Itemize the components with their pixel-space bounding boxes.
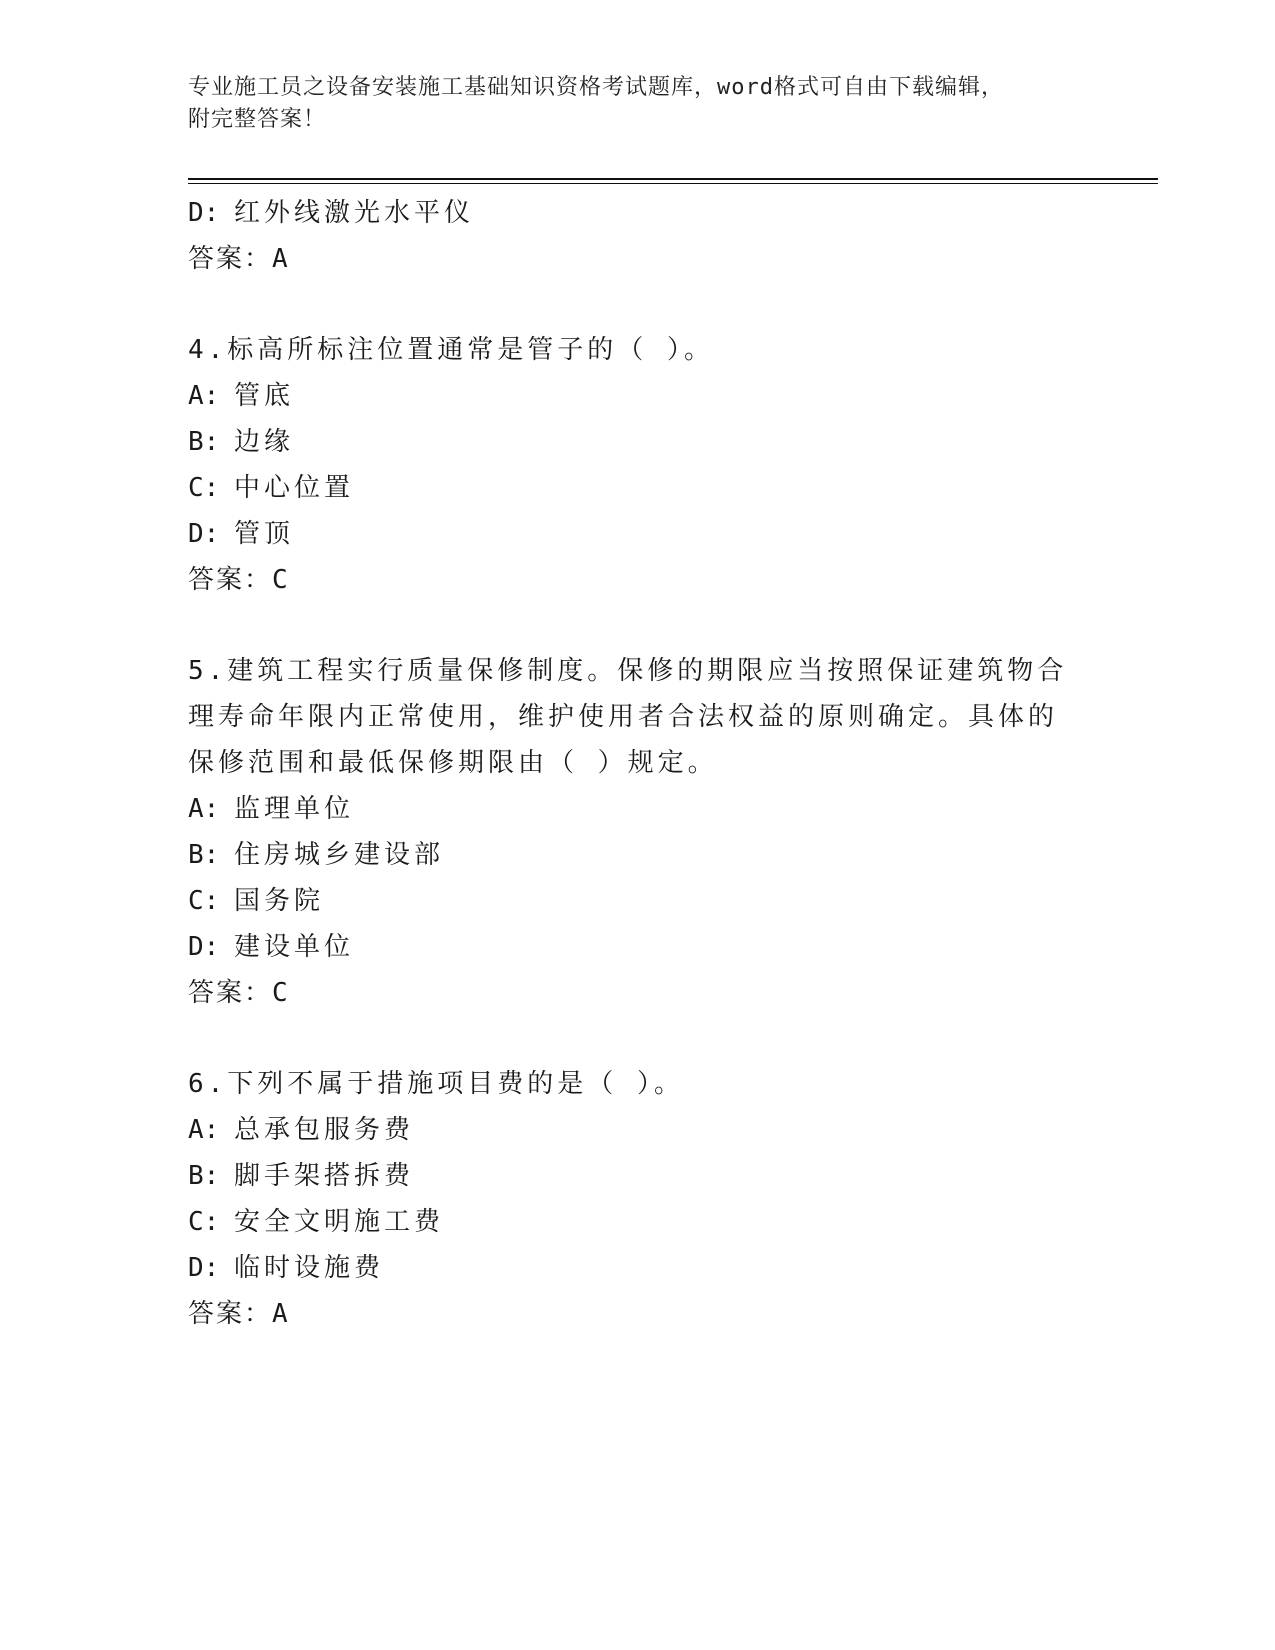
option-text: 边缘 <box>234 427 295 457</box>
header-divider-thick <box>188 178 1158 180</box>
question-block <box>188 327 1088 603</box>
answer-line: 答案：C <box>188 565 290 595</box>
document-header <box>188 72 1068 136</box>
option-text: 管顶 <box>234 519 295 549</box>
option-label: C: <box>188 473 220 503</box>
option-label: D: <box>188 932 220 962</box>
option-label: B: <box>188 427 220 457</box>
option-c <box>188 1199 1088 1245</box>
option-b <box>188 1153 1088 1199</box>
option-text: 国务院 <box>234 886 325 916</box>
option-text: 脚手架搭拆费 <box>234 1161 415 1191</box>
header-divider-thin <box>188 183 1158 184</box>
question-stem: 5.建筑工程实行质量保修制度。保修的期限应当按照保证建筑物合理寿命年限内正常使用，维护使用者合法权益的原则确定。具体的保修范围和最低保修期限由（ ）规定。 <box>188 656 1068 778</box>
option-a <box>188 373 1088 419</box>
option-d <box>188 1245 1088 1291</box>
answer-line: 答案：C <box>188 978 290 1008</box>
option-label: A: <box>188 794 220 824</box>
answer-line: 答案：A <box>188 244 290 274</box>
option-text: 红外线激光水平仪 <box>234 198 475 228</box>
question-stem: 6.下列不属于措施项目费的是（ ）。 <box>188 1069 684 1099</box>
option-c <box>188 878 1088 924</box>
option-label: A: <box>188 381 220 411</box>
header-line-1: 专业施工员之设备安装施工基础知识资格考试题库，word格式可自由下载编辑， <box>188 75 1004 100</box>
option-label: C: <box>188 1207 220 1237</box>
question-stem: 4.标高所标注位置通常是管子的（ ）。 <box>188 335 714 365</box>
option-text: 管底 <box>234 381 295 411</box>
option-d <box>188 511 1088 557</box>
option-label: B: <box>188 840 220 870</box>
option-d <box>188 924 1088 970</box>
option-c <box>188 465 1088 511</box>
option-text: 住房城乡建设部 <box>234 840 445 870</box>
answer-line: 答案：A <box>188 1299 290 1329</box>
option-label: B: <box>188 1161 220 1191</box>
option-text: 安全文明施工费 <box>234 1207 445 1237</box>
question-list <box>188 190 1088 1337</box>
option-text: 中心位置 <box>234 473 355 503</box>
option-text: 监理单位 <box>234 794 355 824</box>
option-text: 临时设施费 <box>234 1253 385 1283</box>
option-d <box>188 190 1088 236</box>
header-line-2: 附完整答案！ <box>188 107 327 132</box>
option-label: D: <box>188 519 220 549</box>
option-label: A: <box>188 1115 220 1145</box>
option-text: 总承包服务费 <box>234 1115 415 1145</box>
option-a <box>188 1107 1088 1153</box>
option-label: D: <box>188 1253 220 1283</box>
option-label: D: <box>188 198 220 228</box>
option-b <box>188 419 1088 465</box>
option-a <box>188 786 1088 832</box>
question-block <box>188 648 1088 1016</box>
option-label: C: <box>188 886 220 916</box>
option-b <box>188 832 1088 878</box>
option-text: 建设单位 <box>234 932 355 962</box>
question-block <box>188 1061 1088 1337</box>
